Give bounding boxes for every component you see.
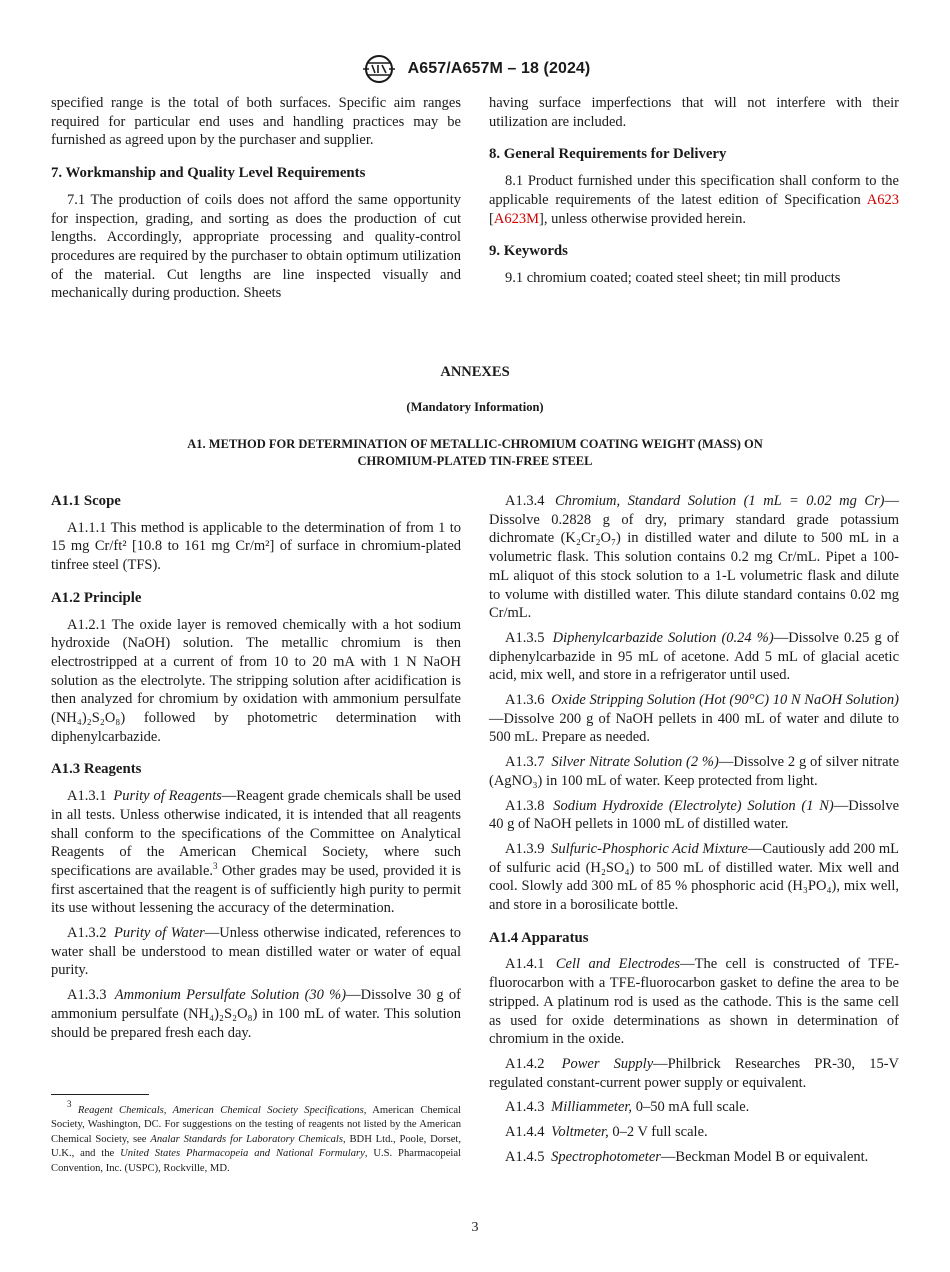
paragraph-a1-4-3: A1.4.3 Milliammeter, 0–50 mA full scale. [505, 1099, 750, 1116]
paragraph-8-1: 8.1 Product furnished under this specification shall conform to the applicable requirements of the latest edition of Specification A623 [A623M], unless otherwise provided herein. [489, 173, 899, 227]
paragraph-a1-2-1: A1.2.1 The oxide layer is removed chemically with a hot sodium hydroxide (NaOH) solution. The metallic chromium is then electrostripped at a current of from 10 to 20 mA with 1 N NaOH solution as the electrolyte. The stripping solution after acidification is then analyzed for chromium by oxidation with ammonium persulfate (NH₄)₂S₂O₈) followed by photometric determination with diphenylcarbazide. [51, 616, 461, 745]
annex-left-column [51, 492, 461, 1048]
paragraph-a1-3-4: A1.3.4 Chromium, Standard Solution (1 mL = 0.02 mg Cr)—Dissolve 0.2828 g of dry, primary standard grade potassium dichromate (K₂Cr₂O₇) in distilled water and dilute to 500 mL in a volumetric flask. This solution contains 0.2 mg Cr/mL. Pipet a 100-mL aliquot of this stock solution to a 1-L volumetric flask and dilute to volume with distilled water. This dilute standard contains 0.02 mg Cr/mL. [489, 493, 900, 622]
link-a623[interactable]: A623 [866, 191, 899, 208]
a1-1-heading: A1.1 Scope [51, 493, 121, 509]
annexes-subtitle: (Mandatory Information) [406, 400, 544, 414]
a1-2-heading: A1.2 Principle [51, 589, 142, 606]
paragraph-a1-1-1: A1.1.1 This method is applicable to the determination of from 1 to 15 mg Cr/ft² [10.8 to 161 mg Cr/m²] of surface in chromium-plated tinfree steel (TFS). [51, 519, 461, 574]
paragraph-a1-4-4: A1.4.4 Voltmeter, 0–2 V full scale. [505, 1124, 708, 1141]
paragraph-a1-4-1: A1.4.1 Cell and Electrodes—The cell is constructed of TFE-fluorocarbon with a TFE-fluorocarbon gasket to define the area to be stripped. A platinum rod is used as the cathode. This is the same cell as used for oxide determinations as shown in determination of chromium in the oxide. [489, 956, 900, 1048]
paragraph-a1-4-2: A1.4.2 Power Supply—Philbrick Researches PR-30, 15-V regulated constant-current power supply or equivalent. [489, 1055, 899, 1091]
link-a623m[interactable]: A623M [493, 210, 539, 227]
page-header [0, 54, 950, 84]
paragraph-7-1: 7.1 The production of coils does not afford the same opportunity for inspection, grading, and sorting as does the production of cut lengths. Accordingly, appropriate processing and quality-control procedures are required by the purchaser to obtain optimum utilization of the material. Cut lengths are line inspected visually and mechanically during production. Sheets [51, 191, 461, 302]
a1-4-heading: A1.4 Apparatus [489, 929, 589, 946]
paragraph-9-1: 9.1 chromium coated; coated steel sheet; tin mill products [505, 269, 841, 286]
section-9-heading: 9. Keywords [489, 243, 568, 260]
annexes-title: ANNEXES [440, 364, 510, 380]
paragraph-a1-3-6: A1.3.6 Oxide Stripping Solution (Hot (90°C) 10 N NaOH Solution)—Dissolve 200 g of NaOH pellets in 400 mL of water and dilute to 500 mL. Prepare as needed. [489, 692, 899, 746]
standard-designation: A657/A657M – 18 (2024) [407, 60, 591, 77]
page-number: 3 [471, 1220, 479, 1235]
paragraph-a1-4-5: A1.4.5 Spectrophotometer—Beckman Model B or equivalent. [505, 1148, 869, 1165]
paragraph-continuation: specified range is the total of both surfaces. Specific aim ranges required for particular end uses and handling practices may be furnished as agreed upon by the purchaser and supplier. [51, 95, 461, 149]
annex-a1-heading: A1. METHOD FOR DETERMINATION OF METALLIC-CHROMIUM COATING WEIGHT (MASS) ON CHROMIUM-PLATED TIN-FREE STEEL [187, 437, 763, 468]
section-8-heading: 8. General Requirements for Delivery [489, 146, 727, 163]
paragraph-a1-3-7: A1.3.7 Silver Nitrate Solution (2 %)—Dissolve 2 g of silver nitrate (AgNO₃) in 100 mL of water. Keep protected from light. [489, 754, 900, 789]
paragraph-a1-3-8: A1.3.8 Sodium Hydroxide (Electrolyte) Solution (1 N)—Dissolve 40 g of NaOH pellets in 1000 mL of distilled water. [489, 797, 899, 833]
astm-logo-icon [360, 54, 398, 84]
footnote-divider [51, 1094, 149, 1095]
a1-3-heading: A1.3 Reagents [51, 761, 142, 778]
section-7-heading: 7. Workmanship and Quality Level Requirements [51, 165, 366, 182]
footnote-3: $^3$ Reagent Chemicals, American Chemical Society Specifications, American Chemical Society, Washington, DC. For suggestions on the testing of reagents not listed by the American Chemical Society, see Analar Standards for Laboratory Chemicals, BDH Ltd., Poole, Dorset, U.K., and the United States Pharmacopeia and National Formulary, U.S. Pharmacopeial Convention, Inc. (USPC), Rockville, MD. [51, 1099, 461, 1174]
paragraph-a1-3-3: A1.3.3 Ammonium Persulfate Solution (30 %)—Dissolve 30 g of ammonium persulfate (NH₄)₂S₂O₈) in 100 mL of water. This solution should be prepared fresh each day. [51, 987, 461, 1041]
annex-right-column [489, 492, 899, 1173]
footnote-marker: 3 [213, 860, 218, 871]
paragraph-a1-3-9: A1.3.9 Sulfuric-Phosphoric Acid Mixture—Cautiously add 200 mL of sulfuric acid (H₂SO₄) to 500 mL of distilled water. Mix well and cool. Slowly add 300 mL of 85 % phosphoric acid (H₃PO₄), mix well, and store in a borosilicate bottle. [489, 840, 900, 914]
paragraph-a1-3-5: A1.3.5 Diphenylcarbazide Solution (0.24 %)—Dissolve 0.25 g of diphenylcarbazide in 95 mL of acetone. Add 5 mL of glacial acetic acid, mix well, and store in a refrigerator until used. [489, 629, 899, 684]
paragraph-continuation-right: having surface imperfections that will not interfere with their utilization are included. [489, 95, 899, 130]
top-left-column [51, 94, 461, 309]
top-right-column [489, 94, 899, 294]
paragraph-a1-3-1: A1.3.1 Purity of Reagents—Reagent grade chemicals shall be used in all tests. Unless otherwise indicated, it is intended that all reagents shall conform to the specifications of the Committee on Analytical Reagents of the American Chemical Society, where such specifications are available.$^3$ Other grades may be used, provided it is first ascertained that the reagent is of sufficiently high purity to permit its use without lessening the accuracy of the determination. [51, 788, 461, 917]
paragraph-a1-3-2: A1.3.2 Purity of Water—Unless otherwise indicated, references to water shall be understood to mean distilled water or water of equal purity. [51, 925, 461, 979]
